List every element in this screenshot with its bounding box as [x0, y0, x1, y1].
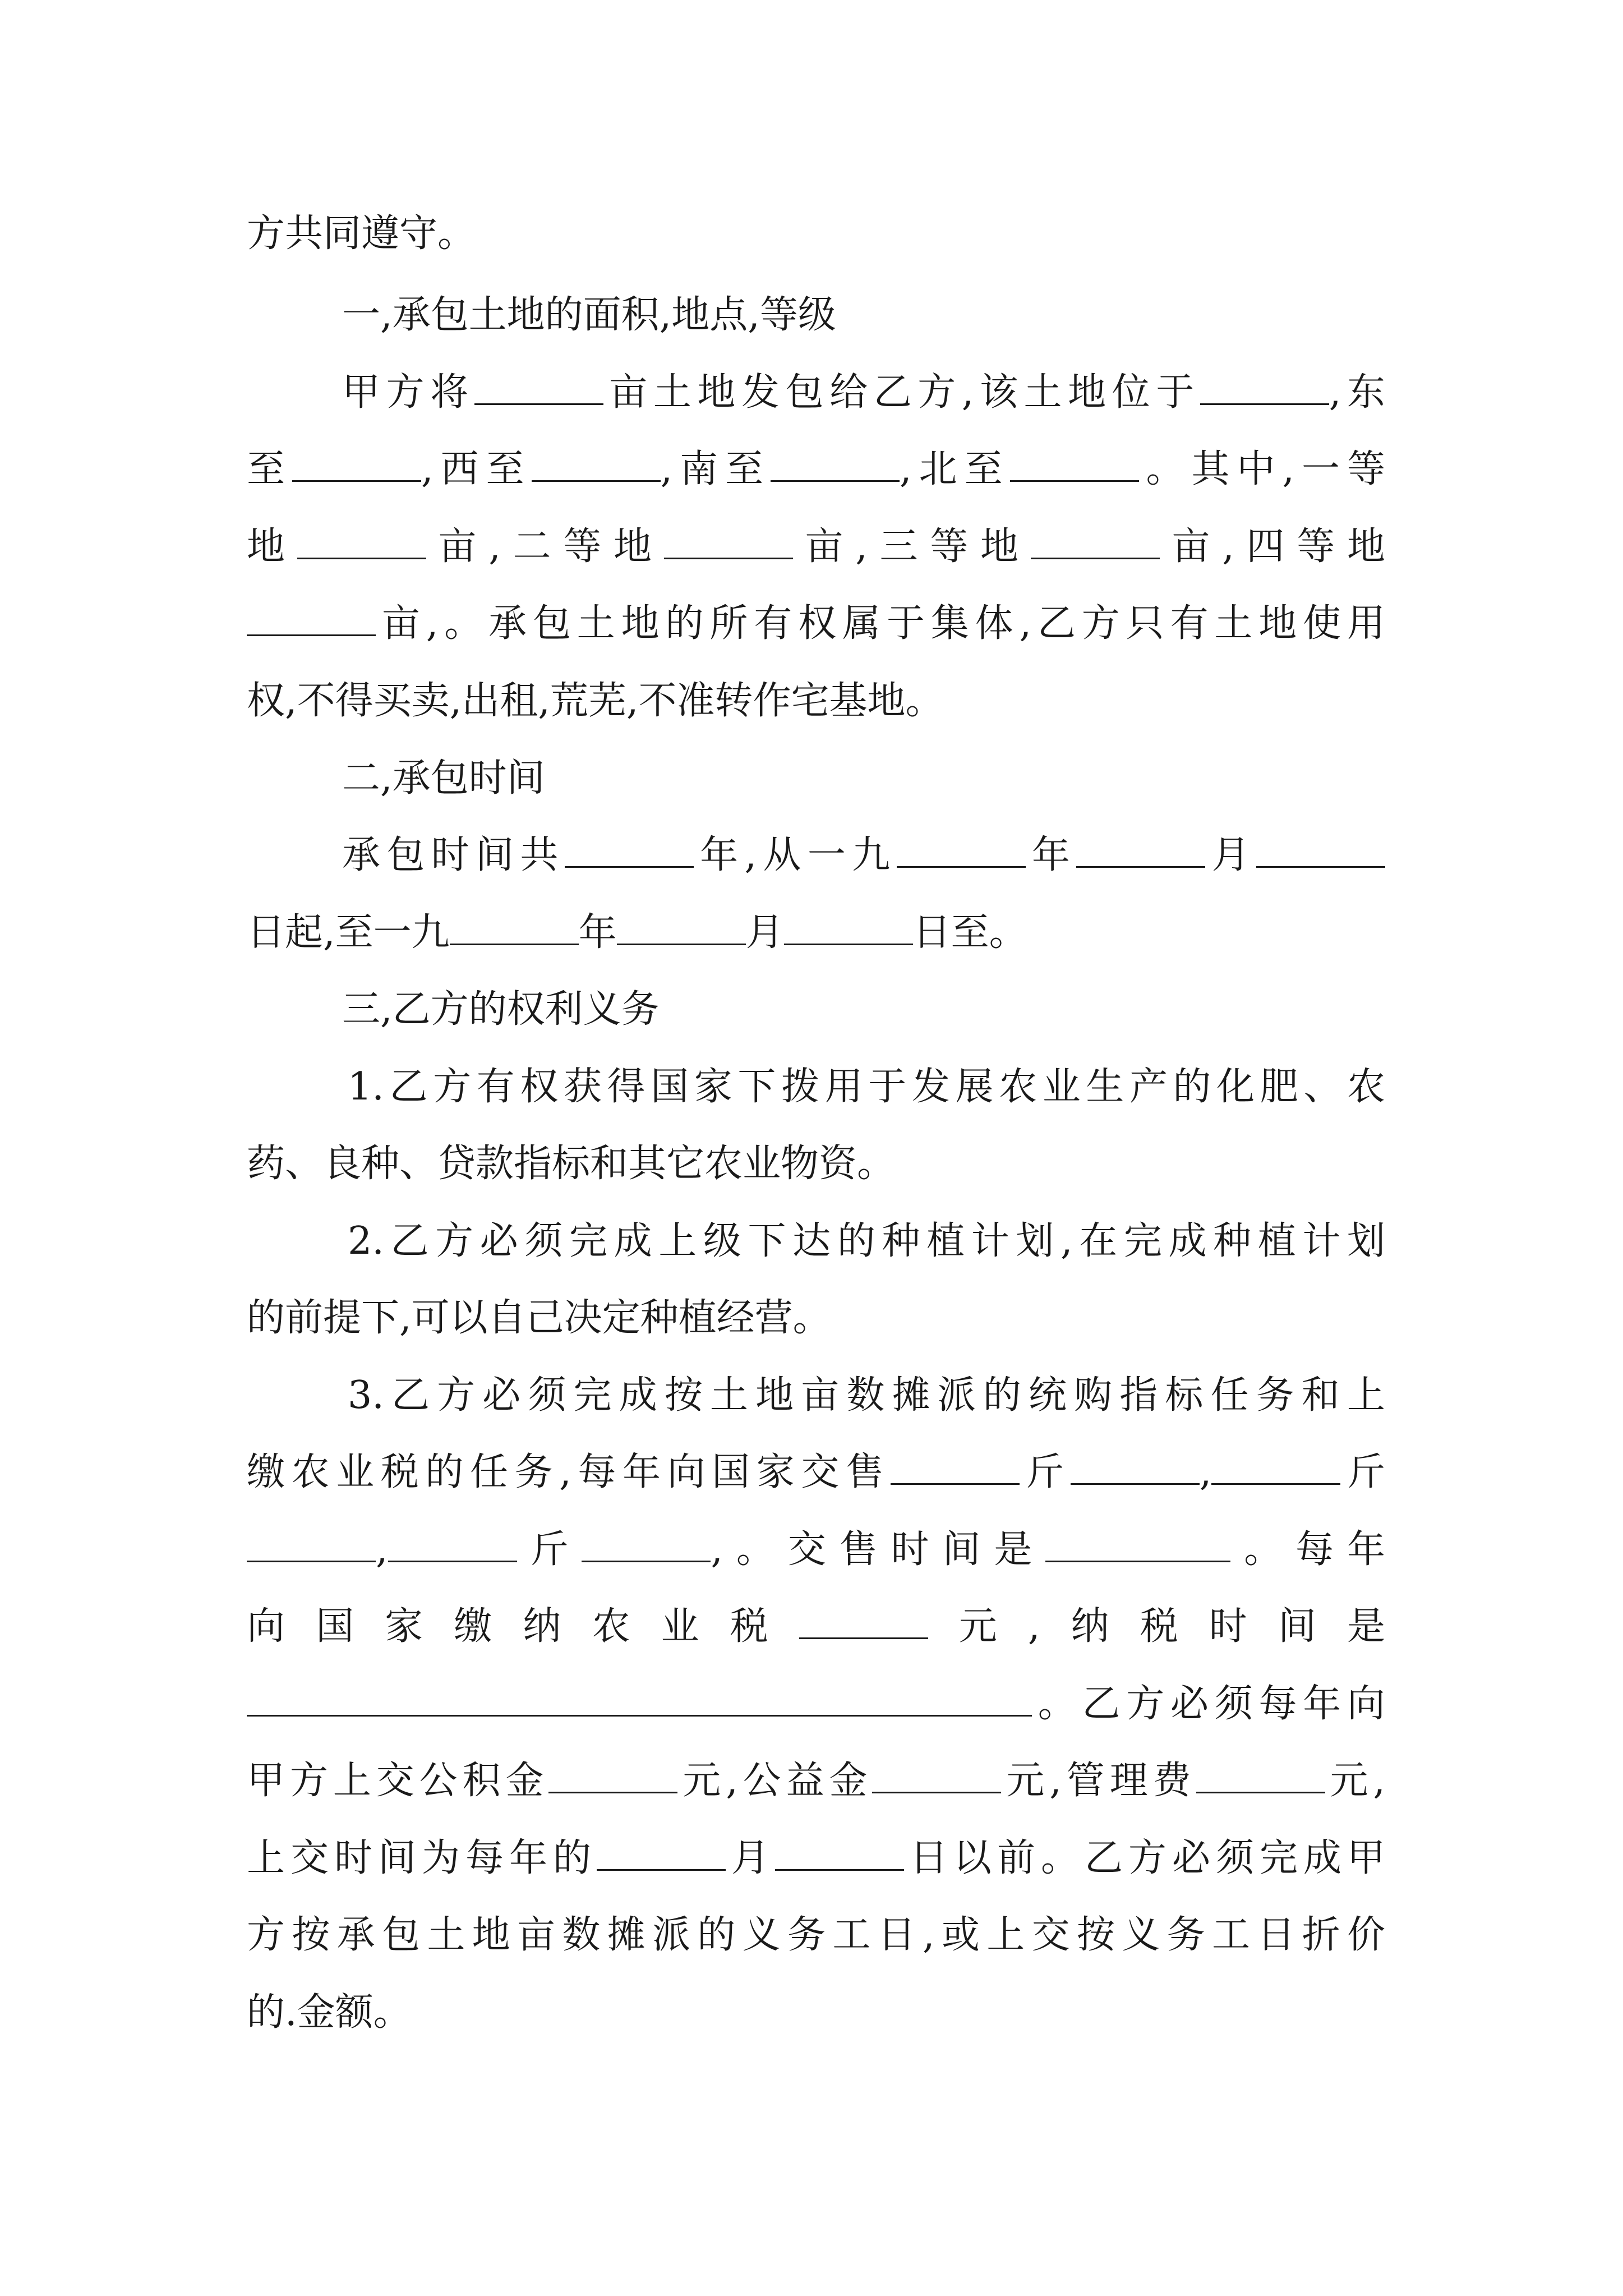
blank-field	[775, 1838, 904, 1871]
text-line	[247, 676, 943, 726]
text-segment: 年	[1025, 833, 1077, 877]
text-segment: 上交时间为每年的	[247, 1836, 597, 1880]
blank-field	[388, 1529, 517, 1562]
blank-field	[292, 449, 421, 482]
text-segment: 至	[247, 447, 292, 491]
text-segment: 月	[745, 910, 784, 955]
text-segment: 亩,二等地	[426, 524, 664, 569]
text-segment: ,	[1199, 1450, 1212, 1494]
text-segment: ,。交售时间是	[711, 1527, 1046, 1572]
blank-field	[247, 1683, 1032, 1717]
heading-text: 三,乙方的权利义务	[342, 987, 660, 1032]
blank-field	[474, 372, 603, 405]
blank-field	[247, 1529, 376, 1562]
text-segment: 。每年	[1230, 1527, 1385, 1572]
blank-field	[247, 603, 376, 636]
blank-field	[891, 1452, 1020, 1485]
text-line	[247, 1987, 412, 2038]
blank-field	[297, 526, 426, 559]
text-line	[247, 444, 1385, 495]
section-1-heading	[342, 290, 836, 341]
text-segment: ,北至	[900, 447, 1010, 491]
text-segment: 药、良种、贷款指标和其它农业物资。	[247, 1142, 896, 1186]
text-segment: 年	[578, 910, 617, 955]
text-segment: 权,不得买卖,出租,荒芜,不准转作宅基地。	[247, 679, 944, 723]
blank-field	[597, 1838, 726, 1871]
blank-field	[1256, 835, 1385, 868]
text-segment: 2.乙方必须完成上级下达的种植计划,在完成种植计划	[348, 1219, 1385, 1263]
text-segment: 的.金额。	[247, 1990, 412, 2035]
text-segment: 元,	[1325, 1759, 1385, 1803]
text-line	[247, 1679, 1385, 1729]
text-segment: 斤	[1019, 1450, 1071, 1494]
text-segment: 日起,至一九	[247, 910, 450, 955]
text-line	[247, 1910, 1385, 1961]
text-segment: ,西至	[421, 447, 532, 491]
text-segment: 日至。	[912, 910, 1027, 955]
text-segment: 亩,三等地	[792, 524, 1031, 569]
text-segment: 亩土地发包给乙方,该土地位于	[603, 370, 1200, 415]
text-line	[247, 1833, 1385, 1884]
blank-field	[548, 1760, 677, 1793]
text-line	[247, 1447, 1385, 1498]
text-segment: ,南至	[660, 447, 771, 491]
blank-field	[1076, 835, 1205, 868]
text-line	[247, 1756, 1385, 1806]
text-segment: 承包时间共	[342, 833, 565, 877]
heading-text: 一,承包土地的面积,地点,等级	[342, 293, 836, 337]
blank-field	[1010, 449, 1139, 482]
blank-field	[1200, 372, 1329, 405]
section-2-heading	[342, 753, 545, 804]
text-line	[348, 1216, 1385, 1267]
text-segment: 亩,。承包土地的所有权属于集体,乙方只有土地使用	[376, 601, 1385, 646]
text-line	[342, 830, 1385, 881]
text-segment: ,	[376, 1527, 388, 1572]
text-segment: 3.乙方必须完成按土地亩数摊派的统购指标任务和上	[348, 1373, 1385, 1418]
blank-field	[799, 1606, 928, 1639]
text-segment: 甲方上交公积金	[247, 1759, 549, 1803]
section-3-heading	[342, 984, 660, 1035]
text-line	[348, 1062, 1385, 1112]
blank-field	[664, 526, 793, 559]
text-line	[348, 1370, 1385, 1421]
blank-field	[617, 912, 746, 945]
text-segment: 的前提下,可以自己决定种植经营。	[247, 1296, 831, 1340]
text-segment: 元,纳税时间是	[928, 1604, 1385, 1649]
text-line	[247, 1293, 831, 1343]
text-segment: 元,管理费	[1001, 1759, 1196, 1803]
text-line	[247, 1525, 1385, 1575]
text-segment: 日以前。乙方必须完成甲	[903, 1836, 1385, 1880]
text-segment: 1.乙方有权获得国家下拨用于发展农业生产的化肥、农	[348, 1065, 1385, 1109]
blank-field	[784, 912, 913, 945]
blank-field	[565, 835, 694, 868]
blank-field	[532, 449, 661, 482]
blank-field	[582, 1529, 711, 1562]
text-segment: 斤	[517, 1527, 582, 1572]
text-line	[247, 908, 1027, 958]
blank-field	[1196, 1760, 1325, 1793]
blank-field	[1071, 1452, 1200, 1485]
blank-field	[897, 835, 1026, 868]
text-line	[247, 1139, 895, 1189]
blank-field	[450, 912, 579, 945]
blank-field	[1211, 1452, 1340, 1485]
text-segment: 元,公益金	[677, 1759, 873, 1803]
blank-field	[1045, 1529, 1230, 1562]
text-line	[247, 209, 476, 259]
text-segment: 年,从一九	[693, 833, 897, 877]
text-line	[247, 599, 1385, 649]
text-segment: 向国家缴纳农业税	[247, 1604, 799, 1649]
text-segment: 月	[1205, 833, 1256, 877]
text-segment: 。乙方必须每年向	[1032, 1682, 1385, 1726]
text-segment: 方按承包土地亩数摊派的义务工日,或上交按义务工日折价	[247, 1913, 1385, 1957]
text-line	[247, 1602, 1385, 1652]
blank-field	[771, 449, 900, 482]
blank-field	[872, 1760, 1001, 1793]
text-segment: ,东	[1329, 370, 1385, 415]
text-segment: 月	[725, 1836, 775, 1880]
text-segment: 方共同遵守。	[247, 211, 476, 256]
text-segment: 亩,四等地	[1159, 524, 1385, 569]
text-segment: 缴农业税的任务,每年向国家交售	[247, 1450, 891, 1494]
text-segment: 甲方将	[342, 370, 474, 415]
blank-field	[1031, 526, 1160, 559]
text-line	[247, 522, 1385, 572]
heading-text: 二,承包时间	[342, 756, 545, 800]
text-segment: 地	[247, 524, 297, 569]
text-line	[342, 367, 1385, 418]
text-segment: 。其中,一等	[1138, 447, 1385, 491]
text-segment: 斤	[1340, 1450, 1385, 1494]
